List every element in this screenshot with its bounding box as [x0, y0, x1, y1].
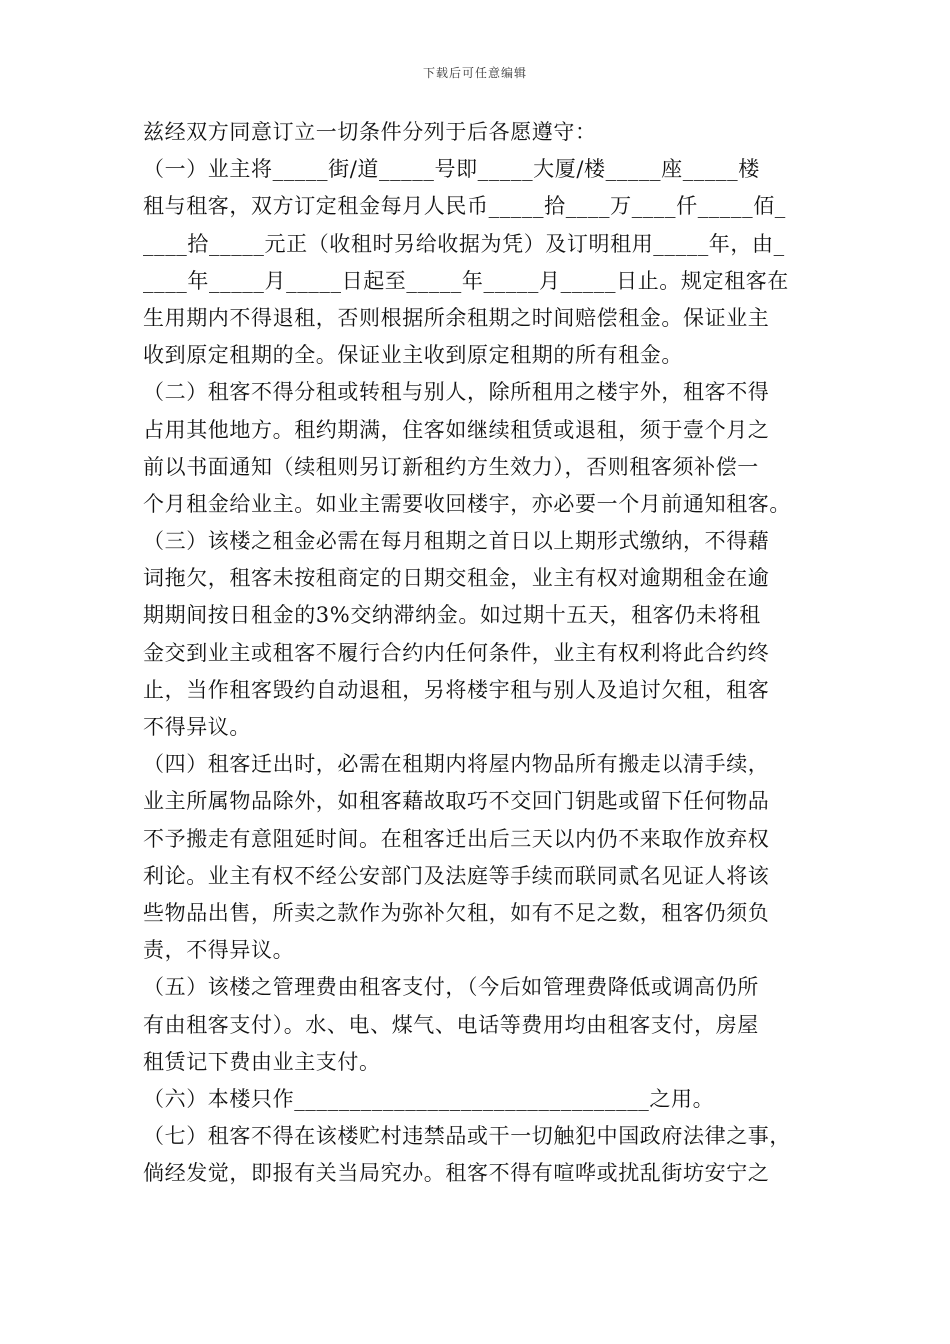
clause-4-line: （四）租客迁出时，必需在租期内将屋内物品所有搬走以清手续， [143, 752, 770, 777]
clause-6-line: （六）本楼只作________________________________之用。 [143, 1086, 715, 1111]
clause-2-line: 个月租金给业主。如业主需要收回楼宇，亦必要一个月前通知租客。 [143, 491, 791, 516]
clause-3-line: 期期间按日租金的3%交纳滞纳金。如过期十五天，租客仍未将租 [143, 603, 761, 628]
clause-4-line: 不予搬走有意阻延时间。在租客迁出后三天以内仍不来取作放弃权 [143, 826, 770, 851]
clause-1-line: 生用期内不得退租，否则根据所余租期之时间赔偿租金。保证业主 [143, 305, 770, 330]
document-body [143, 114, 813, 1192]
clause-3-line: 词拖欠，租客未按租商定的日期交租金，业主有权对逾期租金在逾 [143, 566, 770, 591]
clause-7-line: （七）租客不得在该楼贮村违禁品或干一切触犯中国政府法律之事， [143, 1124, 791, 1149]
clause-4-line: 业主所属物品除外，如租客藉故取巧不交回门钥匙或留下任何物品 [143, 789, 770, 814]
clause-4-line: 责，不得异议。 [143, 938, 295, 963]
clause-7-line: 倘经发觉，即报有关当局究办。租客不得有喧哗或扰乱街坊安宁之 [143, 1161, 770, 1186]
clause-2-line: 占用其他地方。租约期满，住客如继续租赁或退租，须于壹个月之 [143, 417, 770, 442]
clause-2-line: 前以书面通知（续租则另订新租约方生效力），否则租客须补偿一 [143, 454, 759, 479]
clause-1-line: ____年_____月_____日起至_____年_____月_____日止。规定租客在 [143, 268, 789, 293]
clause-1-line: （一）业主将_____街/道_____号即_____大厦/楼_____座_____楼 [143, 157, 760, 182]
clause-3-line: 止，当作租客毁约自动退租，另将楼宇租与别人及追讨欠租，租客 [143, 677, 770, 702]
clause-3-line: 不得异议。 [143, 715, 251, 739]
clause-4-line: 利论。业主有权不经公安部门及法庭等手续而联同贰名见证人将该 [143, 863, 770, 888]
intro-line: 兹经双方同意订立一切条件分列于后各愿遵守： [143, 120, 597, 144]
clause-4-line: 些物品出售，所卖之款作为弥补欠租，如有不足之数，租客仍须负 [143, 900, 770, 925]
clause-1-line: ____拾_____元正（收租时另给收据为凭）及订明租用_____年，由_ [143, 231, 785, 256]
clause-5-line: 有由租客支付）。水、电、煤气、电话等费用均由租客支付，房屋 [143, 1012, 759, 1037]
page-header-note: 下载后可任意编辑 [422, 66, 527, 80]
clause-5-line: （五）该楼之管理费由租客支付，（今后如管理费降低或调高仍所 [143, 975, 759, 1000]
clause-3-line: 金交到业主或租客不履行合约内任何条件，业主有权利将此合约终 [143, 640, 770, 665]
clause-2-line: （二）租客不得分租或转租与别人，除所租用之楼宇外，租客不得 [143, 380, 770, 405]
clause-3-line: （三）该楼之租金必需在每月租期之首日以上期形式缴纳，不得藉 [143, 529, 770, 554]
clause-1-line: 租与租客，双方订定租金每月人民币_____拾____万____仟_____佰_ [143, 194, 786, 219]
clause-1-line: 收到原定租期的全。保证业主收到原定租期的所有租金。 [143, 343, 683, 368]
clause-5-line: 租赁记下费由业主支付。 [143, 1049, 381, 1074]
